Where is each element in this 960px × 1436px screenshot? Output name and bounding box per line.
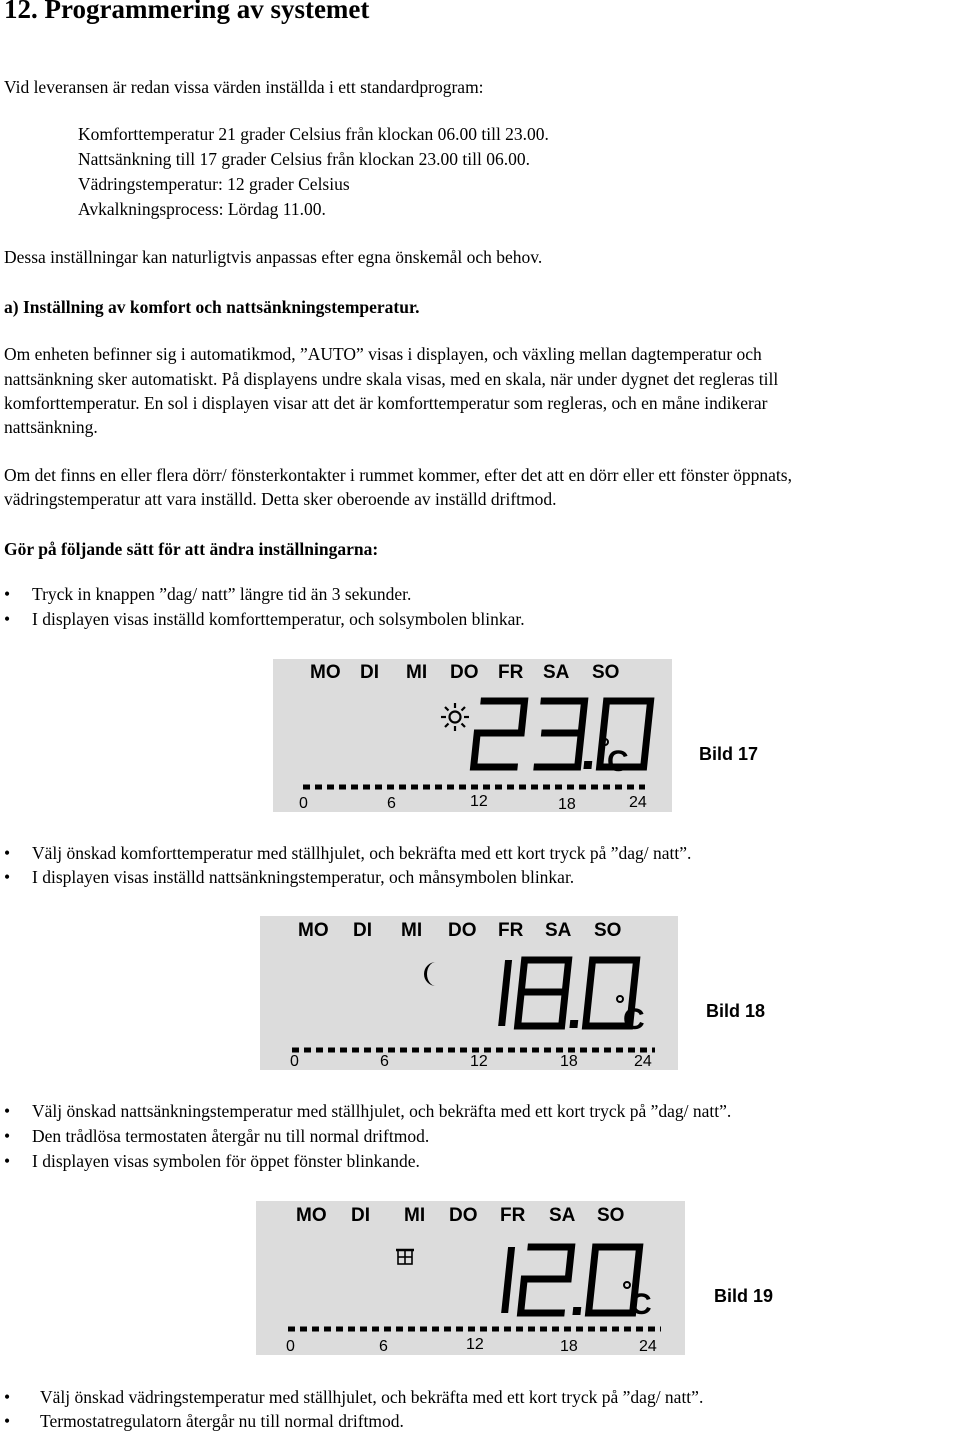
svg-text:C: C (623, 1003, 645, 1036)
intro-text: Vid leveransen är redan vissa värden inställda i ett standardprogram: (4, 77, 484, 97)
day-label: DO (450, 662, 479, 683)
day-label: MI (404, 1205, 426, 1226)
day-label: DI (351, 1205, 370, 1226)
default-line: Vädringstemperatur: 12 grader Celsius (78, 174, 350, 194)
tick-label: 24 (629, 794, 647, 811)
window-icon (396, 1250, 414, 1264)
temperature-digits (504, 1247, 639, 1315)
figure-caption: Bild 19 (714, 1286, 774, 1306)
default-line: Komforttemperatur 21 grader Celsius från klockan 06.00 till 23.00. (78, 124, 549, 144)
tick-label: 18 (558, 796, 576, 812)
day-label: FR (498, 662, 524, 683)
paragraph-line: nattsänkning. (4, 417, 98, 437)
paragraph-line: komforttemperatur. En sol i displayen visar att det är komforttemperatur som regleras, och en måne indikerar (4, 393, 768, 413)
tick-label: 0 (299, 795, 308, 812)
day-label: MO (296, 1205, 327, 1226)
figure-caption: Bild 17 (699, 744, 759, 764)
temperature-digits (501, 960, 636, 1028)
tick-label: 0 (290, 1053, 299, 1070)
sun-icon (441, 703, 469, 731)
day-label: DO (449, 1205, 478, 1226)
tick-label: 18 (560, 1053, 578, 1070)
day-label: DO (448, 920, 477, 941)
day-label: DI (353, 920, 372, 941)
moon-icon (424, 962, 436, 986)
tick-label: 24 (639, 1338, 657, 1355)
figure-caption: Bild 18 (706, 1001, 766, 1021)
paragraph-line: Om det finns en eller flera dörr/ fönsterkontakter i rummet kommer, efter det att en dörr eller ett fönster öppnats, (4, 465, 792, 485)
day-label: MO (310, 662, 341, 683)
day-label: DI (360, 662, 379, 683)
degree-celsius-icon (602, 739, 629, 778)
tick-label: 0 (286, 1338, 295, 1355)
day-label: SA (549, 1205, 576, 1226)
default-line: Avkalkningsprocess: Lördag 11.00. (78, 199, 326, 219)
howto-heading: Gör på följande sätt för att ändra inställningarna: (4, 539, 379, 559)
svg-text:C: C (607, 745, 629, 778)
lcd-display-19 (256, 1201, 685, 1355)
day-label: SA (543, 662, 570, 683)
day-label: SO (594, 920, 622, 941)
day-label: MO (298, 920, 329, 941)
day-label: MI (406, 662, 428, 683)
page-title: 12. Programmering av systemet (4, 0, 370, 24)
paragraph-line: vädringstemperatur att vara inställd. Detta sker oberoende av inställd driftmod. (4, 489, 557, 509)
default-line: Nattsänkning till 17 grader Celsius från klockan 23.00 till 06.00. (78, 149, 531, 169)
day-label: SO (597, 1205, 625, 1226)
section-heading: a) Inställning av komfort och nattsänkningstemperatur. (4, 297, 420, 317)
day-label: MI (401, 920, 423, 941)
tick-label: 12 (466, 1336, 484, 1353)
paragraph-line: nattsänkning sker automatiskt. På displayens undre skala visas, med en skala, när under dygnet det regleras till (4, 369, 779, 389)
lcd-display-17 (273, 659, 672, 812)
svg-text:C: C (630, 1288, 652, 1321)
paragraph-line: Om enheten befinner sig i automatikmod, ”AUTO” visas i displayen, och växling mellan dagtemperatur och (4, 344, 762, 364)
tick-label: 12 (470, 793, 488, 810)
adjust-note: Dessa inställningar kan naturligtvis anpassas efter egna önskemål och behov. (4, 247, 543, 267)
tick-label: 12 (470, 1053, 488, 1070)
lcd-display-18 (260, 916, 678, 1070)
tick-label: 24 (634, 1053, 652, 1070)
tick-label: 6 (379, 1338, 388, 1355)
day-label: FR (500, 1205, 526, 1226)
tick-label: 18 (560, 1338, 578, 1355)
tick-label: 6 (380, 1053, 389, 1070)
day-label: SO (592, 662, 620, 683)
day-label: FR (498, 920, 524, 941)
tick-label: 6 (387, 795, 396, 812)
day-label: SA (545, 920, 572, 941)
